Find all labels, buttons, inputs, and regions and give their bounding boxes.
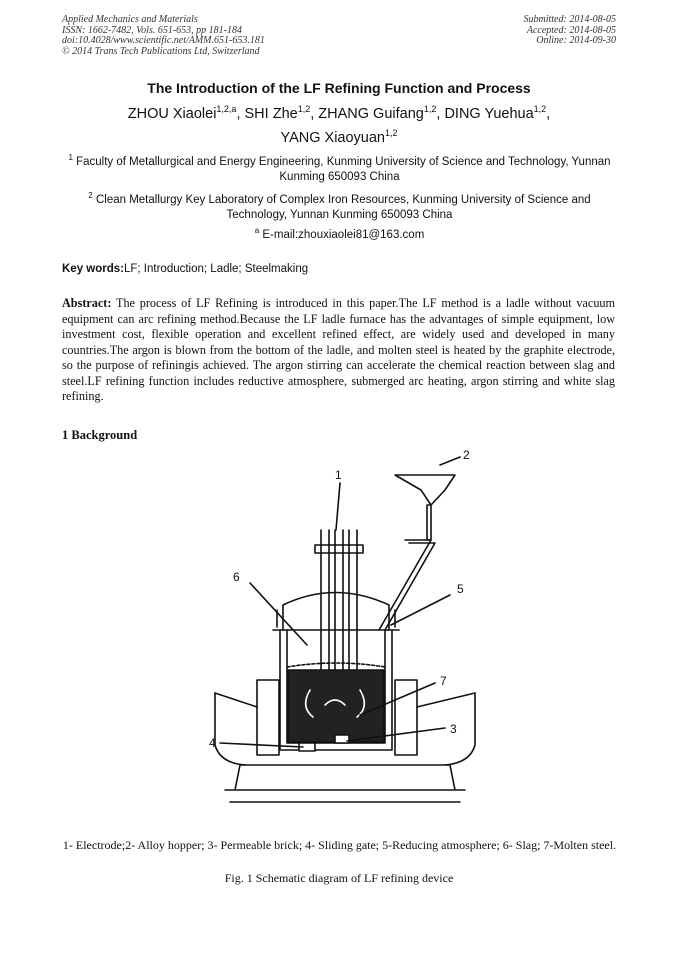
figure-caption: Fig. 1 Schematic diagram of LF refining device: [224, 871, 454, 885]
left-support: [257, 680, 279, 755]
furnace-roof: [283, 593, 389, 631]
label-3: 3: [450, 722, 457, 736]
keywords-label: Key words:: [62, 263, 124, 275]
label-2: 2: [463, 448, 470, 462]
label-5: 5: [457, 582, 464, 596]
label-7: 7: [440, 674, 447, 688]
paper-title: The Introduction of the LF Refining Function and Process: [147, 80, 531, 96]
electrodes: [321, 530, 357, 673]
base-frame: [225, 765, 465, 802]
author: YANG Xiaoyuan$^{1,2}$: [280, 128, 398, 146]
lf-device-diagram: [195, 445, 495, 830]
submission-dates: [524, 15, 617, 47]
abstract: [62, 296, 615, 405]
doi-line: doi:10.4028/www.scientific.net/AMM.651-653.181: [62, 35, 265, 46]
author: SHI Zhe$^{1,2}$,: [244, 104, 319, 122]
abstract-label: Abstract:: [62, 296, 112, 310]
alloy-hopper: [379, 475, 455, 630]
section-heading: 1 Background: [62, 428, 138, 442]
author: ZHOU Xiaolei$^{1,2,a}$,: [127, 104, 245, 122]
author-list: [50, 102, 628, 150]
label-1: 1: [335, 468, 342, 482]
affiliation-2: $^2$ Clean Metallurgy Key Laboratory of Complex Iron Resources, Kunming University of Science and Technology, Yunnan Kunming 650093 China: [88, 191, 591, 221]
figure-legend: 1- Electrode;2- Alloy hopper; 3- Permeable brick; 4- Sliding gate; 5-Reducing atmosphere; 6- Slag; 7-Molten steel.: [62, 838, 617, 852]
journal-name: Applied Mechanics and Materials: [62, 14, 198, 25]
permeable-brick: [335, 735, 349, 743]
label-6: 6: [233, 570, 240, 584]
molten-steel: [288, 670, 384, 742]
submitted-date: Submitted: 2014-08-05: [523, 14, 616, 25]
keywords: [62, 263, 617, 275]
abstract-text: The process of LF Refining is introduced in this paper.The LF method is a ladle without vacuum equipment can arc refining method.Because the LF ladle furnace has the advantages of simple equipment, low investment cost, flexible operation and excellent refined effect, are widely used and developed in many countries.The argon is blown from the bottom of the ladle, and molten steel is heated by the graphite electrode, so the purpose of refiningis achieved. The argon stirring can accelerate the chemical reaction between slag and steel.LF refining function includes reductive atmosphere, submerged arc heating, argon stirring and white slag refining.: [62, 296, 615, 403]
author: ZHANG Guifang$^{1,2}$,: [318, 104, 445, 122]
affiliation-1: $^1$ Faculty of Metallurgical and Energy Engineering, Kunming University of Science and Technology, Yunnan Kunming 650093 China: [68, 153, 611, 183]
copyright-line: © 2014 Trans Tech Publications Ltd, Switzerland: [62, 45, 260, 57]
slag-layer: [287, 663, 385, 667]
label-4: 4: [209, 736, 216, 750]
issn-line: ISSN: 1662-7482, Vols. 651-653, pp 181-184: [62, 24, 242, 36]
accepted-date: Accepted: 2014-08-05: [526, 24, 616, 36]
author-email: $^a$ E-mail:zhouxiaolei81@163.com: [254, 226, 425, 241]
keywords-text: LF; Introduction; Ladle; Steelmaking: [124, 263, 309, 275]
journal-info: [62, 15, 265, 57]
author: DING Yuehua$^{1,2}$,: [444, 104, 551, 122]
online-date: Online: 2014-09-30: [536, 35, 616, 46]
